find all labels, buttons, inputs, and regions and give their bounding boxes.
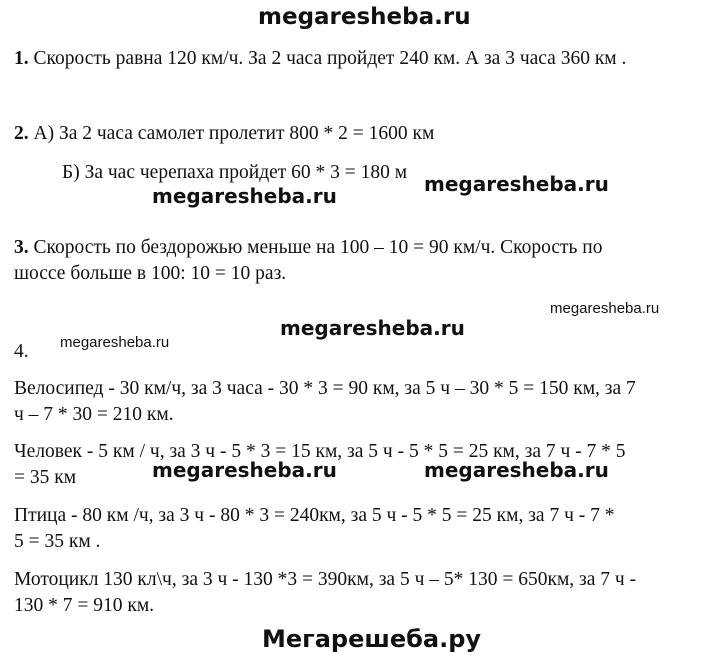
human-line-1: Человек - 5 км / ч, за 3 ч - 5 * 3 = 15 км, за 5 ч - 5 * 5 = 25 км, за 7 ч - 7 * 5 bbox=[14, 441, 626, 462]
problem-1 bbox=[14, 47, 626, 70]
watermark-top: megaresheba.ru bbox=[258, 4, 471, 30]
footer-site-name: Мегарешеба.ру bbox=[262, 625, 482, 653]
moto-line-1: Мотоцикл 130 кл\ч, за 3 ч - 130 *3 = 390км, за 5 ч – 5* 130 = 650км, за 7 ч - bbox=[14, 569, 637, 590]
moto-line-2: 130 * 7 = 910 км. bbox=[14, 595, 155, 616]
problem-2-line-a bbox=[14, 122, 434, 145]
watermark-4: megaresheba.ru bbox=[152, 458, 337, 482]
problem-1-text: Скорость равна 120 км/ч. За 2 часа пройдет 240 км. А за 3 часа 360 км . bbox=[33, 48, 627, 69]
bird-line-2: 5 = 35 км . bbox=[14, 531, 101, 552]
watermark-small-1: megaresheba.ru bbox=[550, 300, 660, 317]
problem-1-number: 1. bbox=[14, 48, 29, 69]
problem-2-line-b: Б) За час черепаха пройдет 60 * 3 = 180 м bbox=[62, 162, 408, 183]
watermark-2: megaresheba.ru bbox=[152, 184, 337, 208]
watermark-5: megaresheba.ru bbox=[424, 458, 609, 482]
problem-2-number: 2. bbox=[14, 123, 29, 144]
watermark-1: megaresheba.ru bbox=[424, 172, 609, 196]
problem-3-line-1 bbox=[14, 236, 603, 259]
watermark-3: megaresheba.ru bbox=[280, 316, 465, 340]
problem-3-number: 3. bbox=[14, 237, 29, 258]
problem-2-line-a-text: А) За 2 часа самолет пролетит 800 * 2 = 1600 км bbox=[33, 123, 435, 144]
human-line-2: = 35 км bbox=[14, 467, 77, 488]
bird-line-1: Птица - 80 км /ч, за 3 ч - 80 * 3 = 240км, за 5 ч - 5 * 5 = 25 км, за 7 ч - 7 * bbox=[14, 505, 615, 526]
bike-line-2: ч – 7 * 30 = 210 км. bbox=[14, 404, 174, 425]
problem-4-number: 4. bbox=[14, 341, 29, 362]
bike-line-1: Велосипед - 30 км/ч, за 3 часа - 30 * 3 = 90 км, за 5 ч – 30 * 5 = 150 км, за 7 bbox=[14, 378, 636, 399]
problem-3-line-1-text: Скорость по бездорожью меньше на 100 – 10 = 90 км/ч. Скорость по bbox=[33, 237, 603, 258]
watermark-small-2: megaresheba.ru bbox=[60, 334, 170, 351]
problem-3-line-2: шоссе больше в 100: 10 = 10 раз. bbox=[14, 263, 287, 284]
